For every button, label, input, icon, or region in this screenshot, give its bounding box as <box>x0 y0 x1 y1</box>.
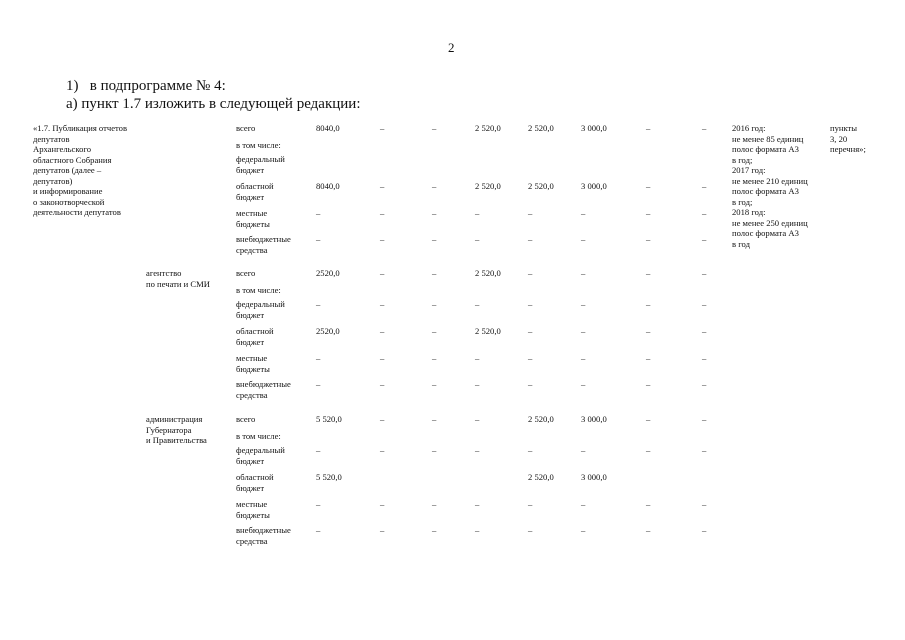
funding-source-label: областной <box>236 472 274 482</box>
funding-value-cell: – <box>646 299 651 309</box>
funding-value-cell: – <box>432 525 437 535</box>
expected-result-line: в год <box>732 238 750 249</box>
funding-value-cell: – <box>646 499 651 509</box>
funding-value-cell: – <box>581 499 586 509</box>
funding-value-cell: – <box>316 499 321 509</box>
funding-value-cell: – <box>432 234 437 244</box>
funding-value-cell: – <box>380 181 385 191</box>
funding-value-cell: – <box>702 234 707 244</box>
funding-value-cell: 2520,0 <box>316 326 340 336</box>
funding-value-cell: – <box>316 208 321 218</box>
funding-source-label: бюджет <box>236 164 265 175</box>
funding-value-cell: – <box>432 299 437 309</box>
heading-subprogram: 1) в подпрограмме № 4: <box>66 78 226 94</box>
funding-value-cell: – <box>702 379 707 389</box>
funding-value-cell: – <box>432 123 437 133</box>
funding-value-cell: – <box>702 353 707 363</box>
funding-value-cell: – <box>316 353 321 363</box>
expected-result-line: в год; <box>732 154 753 165</box>
funding-value-cell: 2 520,0 <box>528 123 554 133</box>
funding-value-cell: – <box>475 299 480 309</box>
funding-value-cell: – <box>432 326 437 336</box>
funding-source-label: всего <box>236 268 256 278</box>
funding-value-cell: – <box>432 414 437 424</box>
funding-value-cell: – <box>432 268 437 278</box>
funding-value-cell: – <box>432 379 437 389</box>
funding-value-cell: – <box>702 299 707 309</box>
event-name-line: Архангельского <box>33 144 91 154</box>
funding-source-label: средства <box>236 535 268 546</box>
funding-value-cell: – <box>475 499 480 509</box>
expected-result-line: полос формата А3 <box>732 186 799 196</box>
funding-value-cell: – <box>581 379 586 389</box>
funding-source-label: средства <box>236 389 268 400</box>
funding-source-label: средства <box>236 244 268 255</box>
funding-value-cell: – <box>528 379 533 389</box>
funding-value-cell: – <box>581 525 586 535</box>
expected-result-line: в год; <box>732 196 753 207</box>
funding-value-cell: – <box>702 525 707 535</box>
funding-value-cell: – <box>316 445 321 455</box>
funding-value-cell: – <box>646 326 651 336</box>
funding-value-cell: – <box>581 353 586 363</box>
funding-value-cell: – <box>646 181 651 191</box>
expected-result-line: 2017 год: <box>732 165 766 175</box>
funding-value-cell: – <box>475 353 480 363</box>
event-name-line: о законотворческой <box>33 196 105 207</box>
funding-value-cell: – <box>475 445 480 455</box>
executor-line: Губернатора <box>146 424 192 435</box>
expected-result-line: 2016 год: <box>732 123 766 133</box>
expected-result-line: не менее 85 единиц <box>732 133 804 144</box>
funding-source-label: местные <box>236 499 268 509</box>
funding-value-cell: 2 520,0 <box>475 181 501 191</box>
funding-source-label: бюджеты <box>236 363 270 374</box>
funding-value-cell: – <box>380 123 385 133</box>
funding-value-cell: – <box>380 414 385 424</box>
funding-value-cell: 2 520,0 <box>475 268 501 278</box>
page-number: 2 <box>448 40 455 55</box>
funding-value-cell: – <box>581 326 586 336</box>
funding-value-cell: – <box>646 234 651 244</box>
funding-source-label: в том числе: <box>236 431 281 441</box>
funding-source-label: внебюджетные <box>236 525 291 535</box>
funding-value-cell: – <box>380 326 385 336</box>
funding-value-cell: – <box>646 414 651 424</box>
funding-value-cell: – <box>432 208 437 218</box>
funding-value-cell: – <box>432 181 437 191</box>
funding-value-cell: 2 520,0 <box>475 123 501 133</box>
funding-value-cell: – <box>380 379 385 389</box>
funding-source-label: внебюджетные <box>236 234 291 244</box>
executor-line: администрация <box>146 414 203 424</box>
funding-value-cell: – <box>528 525 533 535</box>
event-name-line: депутатов <box>33 133 70 144</box>
funding-value-cell: – <box>646 123 651 133</box>
funding-value-cell: – <box>646 208 651 218</box>
funding-value-cell: – <box>380 353 385 363</box>
event-name-line: и информирование <box>33 186 103 196</box>
executor-line: и Правительства <box>146 435 207 445</box>
expected-result-line: не менее 210 единиц <box>732 175 808 186</box>
funding-value-cell: 8040,0 <box>316 181 340 191</box>
link-line: 3, 20 <box>830 133 848 144</box>
funding-value-cell: – <box>646 268 651 278</box>
funding-value-cell: – <box>581 445 586 455</box>
funding-value-cell: – <box>432 353 437 363</box>
funding-value-cell: – <box>702 123 707 133</box>
funding-value-cell: – <box>581 208 586 218</box>
funding-value-cell: – <box>380 499 385 509</box>
funding-value-cell: – <box>475 208 480 218</box>
funding-value-cell: 2 520,0 <box>528 181 554 191</box>
expected-result-line: полос формата А3 <box>732 228 799 238</box>
funding-value-cell: – <box>646 525 651 535</box>
funding-source-label: бюджет <box>236 482 265 493</box>
funding-source-label: бюджеты <box>236 509 270 520</box>
event-name-line: депутатов (далее – <box>33 165 102 175</box>
funding-value-cell: 8040,0 <box>316 123 340 133</box>
funding-value-cell: 3 000,0 <box>581 414 607 424</box>
funding-value-cell: – <box>528 234 533 244</box>
funding-value-cell: – <box>702 499 707 509</box>
funding-source-label: местные <box>236 208 268 218</box>
funding-value-cell: – <box>702 181 707 191</box>
link-line: перечня»; <box>830 144 866 154</box>
funding-source-label: областной <box>236 326 274 336</box>
funding-value-cell: – <box>581 268 586 278</box>
funding-value-cell: – <box>528 299 533 309</box>
expected-result-line: не менее 250 единиц <box>732 217 808 228</box>
executor-line: по печати и СМИ <box>146 278 210 289</box>
funding-value-cell: – <box>475 379 480 389</box>
funding-value-cell: 2 520,0 <box>528 472 554 482</box>
funding-value-cell: 2 520,0 <box>528 414 554 424</box>
heading-item: а) пункт 1.7 изложить в следующей редакции: <box>66 96 361 112</box>
funding-source-label: федеральный <box>236 445 285 455</box>
funding-value-cell: – <box>316 299 321 309</box>
funding-value-cell: – <box>646 353 651 363</box>
funding-source-label: бюджет <box>236 191 265 202</box>
funding-value-cell: 2 520,0 <box>475 326 501 336</box>
event-name-line: «1.7. Публикация отчетов <box>33 123 128 133</box>
funding-value-cell: – <box>528 326 533 336</box>
funding-value-cell: – <box>380 208 385 218</box>
expected-result-line: 2018 год: <box>732 207 766 217</box>
expected-result-line: полос формата А3 <box>732 144 799 154</box>
funding-value-cell: – <box>475 234 480 244</box>
funding-source-label: бюджет <box>236 336 265 347</box>
funding-value-cell: – <box>646 445 651 455</box>
funding-source-label: федеральный <box>236 299 285 309</box>
funding-source-label: в том числе: <box>236 140 281 150</box>
link-line: пункты <box>830 123 858 133</box>
event-name-line: деятельности депутатов <box>33 207 121 217</box>
funding-value-cell: – <box>432 499 437 509</box>
funding-value-cell: – <box>581 234 586 244</box>
funding-value-cell: 3 000,0 <box>581 472 607 482</box>
funding-value-cell: – <box>316 234 321 244</box>
funding-source-label: внебюджетные <box>236 379 291 389</box>
funding-value-cell: – <box>646 379 651 389</box>
funding-value-cell: – <box>528 445 533 455</box>
event-name-line: областного Собрания <box>33 154 112 165</box>
funding-value-cell: – <box>380 268 385 278</box>
funding-value-cell: – <box>380 234 385 244</box>
funding-source-label: всего <box>236 414 256 424</box>
funding-source-label: областной <box>236 181 274 191</box>
funding-value-cell: 3 000,0 <box>581 181 607 191</box>
funding-source-label: местные <box>236 353 268 363</box>
funding-value-cell: – <box>528 353 533 363</box>
funding-value-cell: – <box>528 268 533 278</box>
funding-value-cell: – <box>528 208 533 218</box>
funding-value-cell: – <box>316 379 321 389</box>
funding-value-cell: 2520,0 <box>316 268 340 278</box>
funding-value-cell: – <box>475 414 480 424</box>
executor-line: агентство <box>146 268 182 278</box>
funding-value-cell: – <box>316 525 321 535</box>
funding-value-cell: – <box>380 525 385 535</box>
funding-value-cell: – <box>702 208 707 218</box>
funding-value-cell: – <box>528 499 533 509</box>
funding-value-cell: – <box>432 445 437 455</box>
funding-source-label: бюджеты <box>236 218 270 229</box>
funding-source-label: бюджет <box>236 455 265 466</box>
funding-value-cell: 5 520,0 <box>316 414 342 424</box>
funding-value-cell: – <box>702 268 707 278</box>
funding-value-cell: – <box>475 525 480 535</box>
funding-source-label: в том числе: <box>236 285 281 295</box>
funding-value-cell: – <box>702 414 707 424</box>
funding-value-cell: – <box>702 326 707 336</box>
funding-source-label: бюджет <box>236 309 265 320</box>
funding-value-cell: 5 520,0 <box>316 472 342 482</box>
funding-value-cell: – <box>702 445 707 455</box>
funding-value-cell: 3 000,0 <box>581 123 607 133</box>
funding-source-label: федеральный <box>236 154 285 164</box>
funding-value-cell: – <box>380 299 385 309</box>
funding-source-label: всего <box>236 123 256 133</box>
funding-value-cell: – <box>581 299 586 309</box>
event-name-line: депутатов) <box>33 175 73 186</box>
funding-value-cell: – <box>380 445 385 455</box>
